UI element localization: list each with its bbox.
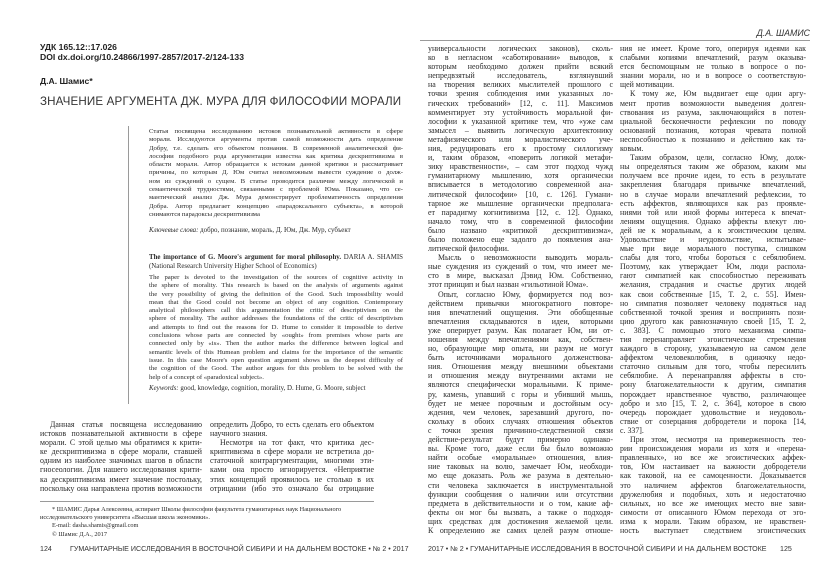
text-line: и отношения между внутренними актами не [428,371,613,381]
text-line: лософии подобного рода аргументация известна как критика дескриптивизма в [149,152,403,160]
text-line: вписывается в методологию современной ана- [428,180,613,190]
text-line: как таковой, на ее самоценности. Доказывается [620,471,806,481]
text-line: The paper is devoted to the investigation of the sources of cognitive activity in [149,274,403,281]
article-identifiers [40,42,244,62]
text-line: рии происхождения морали из хотя и «перена- [620,444,806,454]
keywords-ru-label: Ключевые слова: [149,227,199,234]
text-line: рону благожелательности к другим, симпатия [620,380,806,390]
text-line: дей не к моральным, а к эгоистическим целям. [620,225,806,235]
text-line: литической философии» [10, с. 126]. Гумани- [428,189,613,199]
text-line: ные суждения из суждений о том, что имеет ме- [428,262,613,272]
text-line: мые при виде морального поступка, слишком [620,244,806,254]
text-line: изма к морали. Таким образом, не нравствен- [620,516,806,526]
text-line: научного знания. [210,429,268,439]
english-title-bold: The importance of G. Moore's argument for moral philosophy. [149,254,342,261]
running-head: Д.А. ШАМИС [756,28,810,38]
text-line: ко в негласном «саботировании» выводов, к [428,53,613,63]
text-line: но в случае морали впечатлений рефлексии, то [620,189,806,199]
text-line: сильных, но все же имеющих место вне зави- [620,498,806,508]
text-line: ном из суждений о сущем. В статье проводится различие между логической и [149,177,403,185]
text-line: and attempts to find out the reasons for D. Hume to consider it impossible to derive [149,323,403,331]
text-line: замысел – выявить логическую архитектонику [428,125,613,135]
text-line: желания, страдания и счастье других людей [620,280,806,290]
text-line: ношения между впечатлениями как, собствен- [428,335,613,344]
english-title [149,254,403,271]
text-line: на творения великих мыслителей прошлого с [428,80,613,90]
text-line: Данная статья посвящена исследованию [50,420,202,429]
text-line: connected only by «is». Then the author marks the difference between logical and [149,340,403,348]
text-line: порождает нравственное чувство, различающее [620,389,806,399]
text-line: предмета в действительности и о том, какие аф- [428,498,613,508]
text-line: морали. Исследуются аргументы против самой возможности дать определение [149,136,403,144]
text-line: очередь порождает удовольствие и неудоволь- [620,407,806,417]
text-line: analytical philosophers call this argumentation the critic of descriptivism on the [149,307,403,315]
keywords-en-label: Keywords: [149,385,179,392]
text-line: ниями той или иной формы интереса к впечат- [620,207,806,217]
text-line: и, таким образом, «поверить логикой метафи- [428,153,613,163]
text-line: ность выступает следствием эгоистических [620,525,806,535]
right-page [410,0,820,580]
keywords-en [149,384,403,393]
text-line: знании морали, но и в вопросе о соответствую- [620,71,806,81]
footnote-line: исследовательского университета «Высшая школа экономики». [40,514,210,522]
text-line: К тому же, Юм выдвигает еще один аргу- [630,89,806,99]
text-line: К определению же самих целей разум отноше- [428,525,613,535]
text-line: правленных», но все же эгоистических аффек- [620,453,806,463]
text-line: гуманитарному мышлению, хотя органически [428,171,613,181]
text-line: лософии к указанной критике тем, что «уже сам [428,116,613,126]
text-line: морали. С этой целью мы обратимся к крити- [40,438,202,448]
text-line: с точки зрения причинно-следственной связи [428,425,613,435]
text-line: функции сообщения о наличии или отсутствии [428,489,613,499]
text-line: неспособностью к познанию и действию как та- [620,134,806,144]
text-line: добро и зло [15, Т. 2, с. 364], которое в свою [620,398,806,408]
text-line: являются специфически моральными. К приме- [428,380,613,390]
text-line: себялюбие. А перенаправляя аффекты в сто- [620,371,806,381]
text-line: гических требований» [12, с. 11]. Максимов [428,98,613,108]
text-line: каждого в сторону, указываемую на самом деле [620,344,806,354]
text-line: ка дескриптивизма имеет значение постольку, [40,474,202,484]
text-line: sphere of morality. The author addresses the foundations of the critic of descriptivism [149,315,403,323]
text-line: снимаются парадоксы дескриптивизма [149,210,260,218]
text-line: скольку в обоих случаях отношения объектов [428,416,613,426]
text-line: непредвзятый исследователь, взглянувший [428,71,613,81]
text-line: этих концепций проявилось не столько в их [210,474,374,484]
text-line: определить Добро, то есть сделать его объектом [210,420,374,429]
text-line: это наличием аффектов благожелательности, [620,480,806,490]
footnote-copyright: © Шамис Д.А., 2017 [52,530,107,538]
keywords-ru-text: добро, познание, мораль, Д. Юм, Дж. Мур, субъект [198,227,351,234]
text-line: аффектом человеколюбия, в одиночку недо- [620,353,806,363]
text-line: Статья посвящена исследованию истоков познавательной активности в сфере [149,128,403,135]
text-line: цию другого как равнозначную своей [15, Т. 2, [620,316,806,326]
text-line: issue. In this case Moore's open question argument shows us the deepest difficulty of [149,356,403,364]
text-line: статочно сильным для того, чтобы пересилить [620,362,806,372]
footnote [40,506,374,539]
text-line: ками она просто игнорируется. «Неприятие [210,465,374,475]
body-column-1 [428,44,613,535]
text-line: симости от описанного Юмом перехода от эго- [620,507,806,517]
text-line: универсальности логических законов), сколь- [428,44,613,53]
text-line: статочной контраргументации, многими эти- [210,456,374,466]
text-line: ждения, чем человек, зарезавший другого, по- [428,407,613,417]
text-line: найти особые «моральные» отношения, влия- [428,453,613,463]
text-line: the very possibility of giving the definition of the Good. Such impossibility would [149,290,403,298]
abstract-en [149,274,403,382]
text-line: дружелюбия и подобных, хоть и недостаточно [620,489,806,499]
text-line: сто в мире, высказал Дэвид Юм. Собственно, [428,271,613,281]
text-line: причины, по которым Д. Юм считал невозможным вывести суждение о долж- [149,169,403,177]
text-line: Опыт, согласно Юму, формируется под воз- [438,289,613,299]
footnote-email[interactable]: E-mail: dasha.shamis@gmail.com [52,522,139,530]
text-line: вы. Кроме того, даже если бы было возможно [428,444,613,454]
text-line: слабыми копиями впечатлений, разум оказыва- [620,53,806,63]
text-line: циальной бесконечности рефлексии по поводу [620,116,806,126]
abstract-block [128,126,403,404]
text-line: the cognition of the Good. The author argues for this problem to be solved with the [149,365,403,373]
text-line: Таким образом, цели, согласно Юму, долж- [630,153,806,163]
text-line: но симпатия позволяет человеку подняться над [620,298,806,308]
text-line: зику нравственности», – сам этот подход чужд [428,162,613,172]
text-line: получаем все прочие идеи, то есть в результате [620,171,806,181]
text-line: ния, редуцировать его к простому силлогизму [428,144,613,154]
text-line: ется беспомощным не только в вопросе о по- [620,62,806,72]
text-line: ет парадигму когнитивизма [12, с. 12]. Однако, [428,207,613,217]
text-line: the sphere of morality. This research is based on the analysis of arguments against [149,282,403,290]
text-line: оснований познания, которая чревата полной [620,125,806,135]
text-line: этот принцип и был назван «гильотиной Юма». [428,280,589,290]
text-line: conclusions whose parts are connected by «ought» from premises whose parts are [149,332,403,340]
text-line: области морали. Автор обращается к истокам данной критики и рассматривает [149,161,403,169]
footnote-line: * ШАМИС Дарья Алексеевна, аспирант Школы философии факультета гуманитарных наук Национального [52,506,342,513]
text-line: семантической трудностями, связанными с проблемой Юма. Показано, что се- [149,186,403,194]
text-line: собственной точкой зрения и воспринять пози- [620,307,806,317]
body-column-1 [40,420,202,493]
text-line: было положено еще задолго до появления ана- [428,234,613,244]
text-line: help of a concept of «paradoxical subject». [149,373,264,381]
body-column-2 [210,420,374,493]
article-title: ЗНАЧЕНИЕ АРГУМЕНТА ДЖ. МУРА ДЛЯ ФИЛОСОФИИ МОРАЛИ [40,95,402,108]
keywords-en-text: good, knowledge, cognition, morality, D. Hume, G. Moore, subject [178,385,366,392]
text-line: mean that the Good could not become an object of any cognition. Contemporary [149,298,403,306]
text-line: тов, Юм настаивает на важности добродетели [620,462,806,472]
text-line: Несмотря на тот факт, что критика дес- [220,438,374,448]
text-line: слабы для того, чтобы бороться с себялюбием. [620,253,806,263]
text-line: тия перенаправляет эгоистические стремления [620,335,806,344]
text-line: одним из наиболее значимых шагов в области [40,456,202,466]
footnote-divider [40,501,374,502]
text-line: Мысль о невозможности выводить мораль- [438,253,613,263]
text-line: щих средствах для достижения желаемой цели. [428,516,613,526]
journal-footer: 2017 • № 2 • ГУМАНИТАРНЫЕ ИССЛЕДОВАНИЯ В ВОСТОЧНОЙ СИБИРИ И НА ДАЛЬНЕМ ВОСТОКЕ [428,545,767,553]
page-number: 125 [780,545,792,553]
keywords-ru [149,226,403,235]
text-line: которым необходимо должен прийти всякий [428,62,613,72]
text-line: Добру, т.е. сделать его объектом познания. В современной аналитической фи- [149,144,403,152]
text-line: будет не менее порочным и достойным осу- [428,398,613,408]
text-line: метафизического или моралистического уче- [428,134,613,144]
text-line: ствования из разума, заключающийся в потен- [620,107,806,117]
text-line: Добра. Автор предлагает концепцию «парадоксального субъекта», в которой [149,202,403,210]
text-line: ния впечатлений ощущения. Эти обобщенные [428,307,613,317]
text-line: При этом, несмотря на приверженность тео- [630,435,806,445]
header-divider [420,40,810,41]
text-line: semantic levels of this Humean problem and claims for the importance of the semantic [149,348,403,356]
english-title-author: DARIA A. SHAMIS (National Research University Higher School of Economics) [149,254,403,270]
text-line: ния. Отношения между внешними объектами [428,362,613,372]
text-line: было названо «критикой дескриптивизма», [428,225,613,235]
text-line: гносеологии. Для нашего исследования крити- [40,465,202,475]
text-line: щей мотивации. [620,80,675,90]
text-line: ния не имеет. Кроме того, оперируя идеями как [620,44,806,53]
text-line: тарное же мышление органически предполага- [428,198,613,208]
doi-link[interactable]: DOI dx.doi.org/10.24866/1997-2857/2017-2/124-133 [40,52,244,62]
page-number: 124 [40,545,52,553]
text-line: впечатления складываются в идеи, которыми [428,316,613,326]
text-line: комментирует эту устойчивость моральной фи- [428,107,613,117]
journal-footer: ГУМАНИТАРНЫЕ ИССЛЕДОВАНИЯ В ВОСТОЧНОЙ СИБИРИ И НА ДАЛЬНЕМ ВОСТОКЕ • № 2 • 2017 [70,545,409,553]
text-line: поскольку она направлена против возможности [40,483,202,493]
text-line: ние таковых на волю, замечает Юм, необходи- [428,462,613,472]
text-line: есть аффектов, являющихся как раз проявле- [620,198,806,208]
body-column-2 [620,44,806,535]
abstract-ru [149,128,403,219]
text-line: Удовольствие и неудовольствие, испытывае- [620,234,806,244]
text-line: фекты он мог бы вызвать, а также о подходя- [428,507,613,517]
text-line: отрицании (ибо это означало бы отрицание [210,483,374,493]
text-line: ны определяться таким же образом, каким мы [620,162,806,172]
text-line: начало тому, что в современной философии [428,216,613,226]
udk-code: УДК 165.12::17.026 [40,42,117,52]
text-line: действием привычки многократного повторе- [428,298,613,308]
text-line: с. 383]. С помощью этого механизма симпа- [620,325,806,335]
text-line: действие-результат будут примерно одинако- [428,435,613,445]
text-line: быть источниками морального долженствова- [428,353,613,363]
text-line: мент против возможности выведения долген- [620,98,806,108]
text-line: ковым. [620,144,644,154]
text-line: с. 337]. [620,425,644,435]
text-line: как свои собственные [15, Т. 2, с. 55]. Имен- [620,289,806,299]
text-line: сти человека заключается в инструментальной [428,480,613,490]
text-line: уже оперирует разум. Как полагает Юм, ни от- [428,325,613,335]
text-line: закрепления благодаря привычке впечатлений, [620,180,806,190]
text-line: точки зрения соблюдения ими указанных ло- [428,89,613,99]
text-line: ру, камень, упавший с горы и убивший мышь, [428,389,613,399]
author-name: Д.А. Шамис* [40,76,93,86]
text-line: ствие от созерцания добродетели и порока [14, [620,416,806,426]
text-line: Поэтому, как утверждает Юм, люди распола- [620,262,806,272]
text-line: лениям ощущения. Однако аффекты влекут лю- [620,216,806,226]
text-line: мо еще доказать. Роль же разума в деятельно- [428,471,613,481]
text-line: гают симпатией как способностью переживать [620,271,806,281]
text-line: истоков познавательной активности в сфере [40,429,202,439]
text-line: ке дескриптивизма в сфере морали, ставшей [40,447,202,457]
text-line: криптивизма в сфере морали не встретила до- [210,447,374,457]
text-line: мантический анализ Дж. Мура демонстрирует проблематичность определения [149,194,403,202]
text-line: литической философии. [428,244,509,254]
text-line: но, образующие мир опыта, ни разум не могут [428,344,613,354]
